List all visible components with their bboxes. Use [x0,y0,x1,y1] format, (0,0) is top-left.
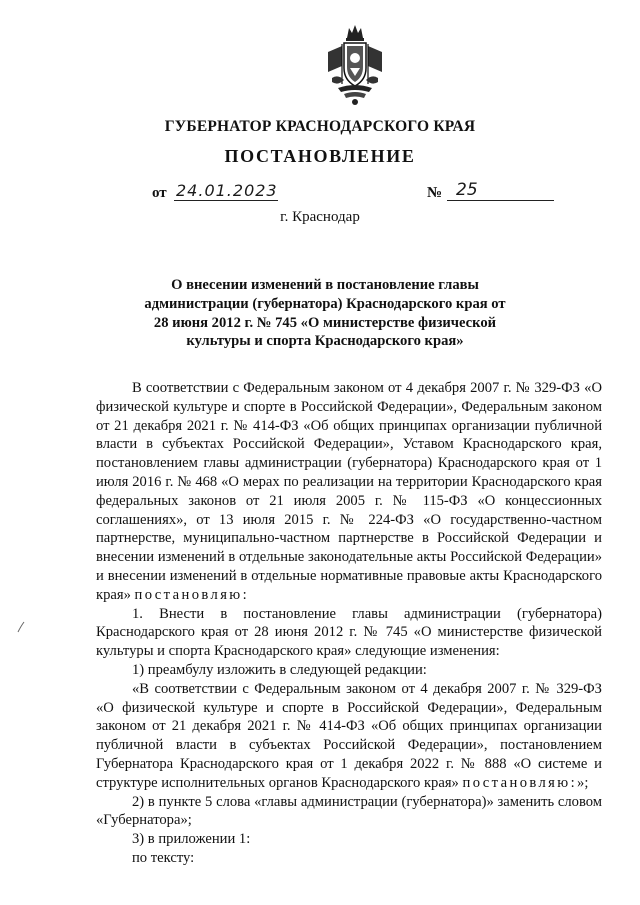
number-value-handwritten: 25 [456,180,478,200]
document-type-heading: ПОСТАНОВЛЕНИЕ [224,146,416,166]
date-underline [174,200,278,201]
decree-word: постановляю: [462,774,578,791]
number-label: № [427,185,443,201]
city: г. Краснодар [280,209,360,225]
document-title: О внесении изменений в постановление главы администрации (губернатора) Краснодарского края от 28 июня 2012 г. № 745 «О министерстве физической культуры и спорта Краснодарского края» [144,277,506,350]
paragraph-quoted-preamble [96,680,602,793]
paragraph-text: В соответствии с Федеральным законом от 4 декабря 2007 г. № 329-ФЗ «О физической культуре и спорте в Российской Федерации», Федеральным законом от 21 декабря 2021 г. № 414-ФЗ «Об общих принципах организации публичной власти в субъектах Российской Федерации», Уставом Краснодарского края, постановлением главы администрации (губернатора) Краснодарского края от 1 июля 2016 г. № 468 «О мерах по реализации на территории Краснодарского края федеральных законов от 21 июля 2005 г. № 115-ФЗ «О концессионных соглашениях», от 13 июля 2015 г. № 224-ФЗ «О государственно-частном партнерстве, муниципально-частном партнерстве в Российской Федерации и внесении изменений в отдельные законодательные акты Российской Федерации» и внесении изменений в отдельные нормативные правовые акты Краснодарского края» [96,380,602,603]
paragraph-sub-3-intro: по тексту: [132,849,195,866]
paragraph-text: «В соответствии с Федеральным законом от 4 декабря 2007 г. № 329-ФЗ «О физической культуре и спорте в Российской Федерации», Федеральным законом от 21 декабря 2021 г. № 414-ФЗ «Об общих принципах организации публичной власти в субъектах Российской Федерации», постановлением Губернатора Краснодарского края от 1 декабря 2022 г. № 888 «О системе и структуре исполнительных органов Краснодарского края» [96,680,602,791]
decree-word: постановляю: [134,586,250,603]
margin-pen-mark-icon [16,620,26,634]
paragraph-preamble [96,379,602,605]
paragraph-sub-1: 1) преамбулу изложить в следующей редакции: [132,661,427,678]
organization-heading: ГУБЕРНАТОР КРАСНОДАРСКОГО КРАЯ [164,118,476,135]
paragraph-item-1: 1. Внести в постановление главы администрации (губернатора) Краснодарского края от 28 июня 2012 г. № 745 «О министерстве физической культуры и спорта Краснодарского края» следующие изменения: [96,605,602,660]
date-label: от [152,185,167,201]
quote-close: »; [577,774,589,791]
paragraph-sub-3: 3) в приложении 1: [132,831,251,848]
number-underline [447,200,554,201]
date-value-handwritten: 24.01.2023 [176,181,278,200]
date-number-row [0,180,640,207]
coat-of-arms-icon [322,22,388,108]
document-body [96,379,602,868]
paragraph-sub-2: 2) в пункте 5 слова «главы администрации (губернатора)» заменить словом «Губернатора»; [96,793,602,829]
